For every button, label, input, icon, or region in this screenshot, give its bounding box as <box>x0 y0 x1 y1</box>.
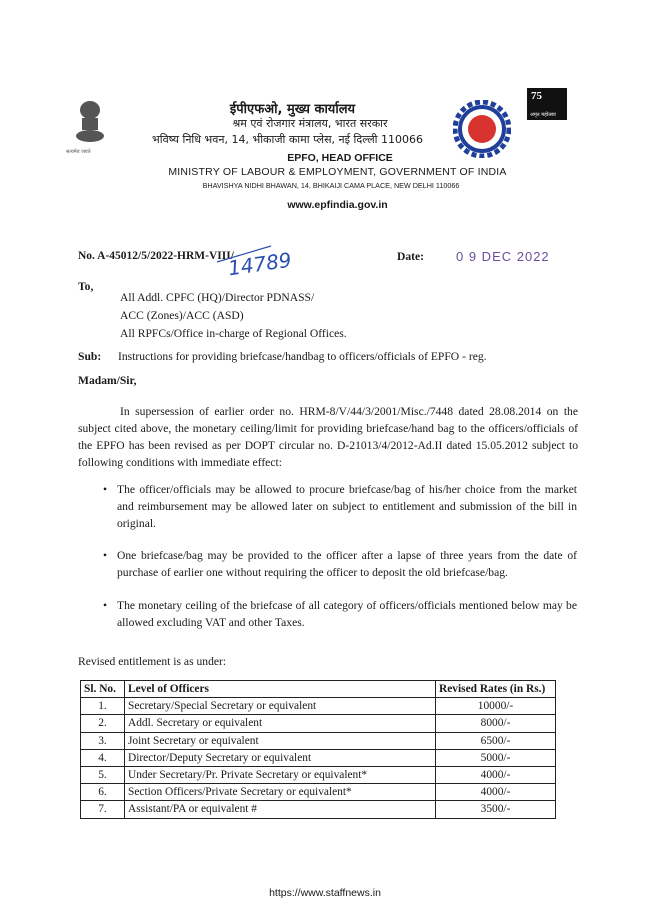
addressee-line: All RPFCs/Office in-charge of Regional Offices. <box>120 327 347 340</box>
table-row <box>81 698 556 715</box>
reference-number: No. A-45012/5/2022-HRM-VIII/ <box>78 250 234 262</box>
addressee-line: ACC (Zones)/ACC (ASD) <box>120 309 244 322</box>
level-cell: Joint Secretary or equivalent <box>125 732 436 749</box>
body-paragraph: In supersession of earlier order no. HRM-8/V/44/3/2001/Misc./7448 dated 28.08.2014 on the subject cited above, the monetary ceiling/limit for providing briefcase/hand bag to the officers/officials of the EPFO has been revised as per DOPT circular no. D-21013/4/2012-Ad.II dated 15.05.2012 subject to following conditions with immediate effect: <box>78 405 578 469</box>
date-stamp: 0 9 DEC 2022 <box>456 249 550 264</box>
rate-cell: 4000/- <box>436 766 556 783</box>
serial-cell: 1. <box>81 698 125 715</box>
table-row <box>81 784 556 801</box>
national-emblem-icon <box>70 98 110 148</box>
table-intro: Revised entitlement is as under: <box>78 655 227 668</box>
addressee-line: All Addl. CPFC (HQ)/Director PDNASS/ <box>120 291 315 304</box>
date-label: Date: <box>397 250 425 263</box>
to-label: To, <box>78 280 94 293</box>
rate-cell: 6500/- <box>436 732 556 749</box>
emblem-caption: सत्यमेव जयते <box>66 149 91 155</box>
bullet-item: • One briefcase/bag may be provided to the officer after a lapse of three years from the date of purchase of earlier one without requiring the officer to deposit the old briefcase/bag. <box>117 547 577 581</box>
office-address: BHAVISHYA NIDHI BHAWAN, 14, BHIKAIJI CAMA PLACE, NEW DELHI 110066 <box>202 181 460 190</box>
hindi-ministry: श्रम एवं रोजगार मंत्रालय, भारत सरकार <box>232 117 388 130</box>
handwritten-stroke <box>215 244 275 264</box>
serial-cell: 4. <box>81 749 125 766</box>
epfo-logo-icon <box>453 100 511 158</box>
footer-link[interactable]: https://www.staffnews.in <box>269 887 381 899</box>
azadi-ka-amrit-mahotsav-logo: अमृत महोत्सव 75 <box>527 88 567 120</box>
serial-cell: 3. <box>81 732 125 749</box>
bullet-item: • The monetary ceiling of the briefcase of all category of officers/officials mentioned below may be allowed excluding VAT and other Taxes. <box>117 597 577 631</box>
column-header: Level of Officers <box>125 681 436 698</box>
table-row <box>81 801 556 818</box>
hindi-title-line <box>130 99 445 117</box>
ministry-name: MINISTRY OF LABOUR & EMPLOYMENT, GOVERNMENT OF INDIA <box>168 166 507 178</box>
level-cell: Addl. Secretary or equivalent <box>125 715 436 732</box>
entitlement-table <box>80 680 556 819</box>
serial-cell: 5. <box>81 766 125 783</box>
rate-cell: 8000/- <box>436 715 556 732</box>
salutation: Madam/Sir, <box>78 374 137 387</box>
table-row <box>81 715 556 732</box>
rate-cell: 5000/- <box>436 749 556 766</box>
table-header-row <box>81 681 556 698</box>
table-row <box>81 732 556 749</box>
column-header: Revised Rates (in Rs.) <box>436 681 556 698</box>
office-title: EPFO, HEAD OFFICE <box>287 152 393 164</box>
hindi-title: ईपीएफओ, मुख्य कार्यालय <box>229 102 356 117</box>
table-row <box>81 766 556 783</box>
bullet-item: • The officer/officials may be allowed to procure briefcase/bag of his/her choice from the market and reimbursement may be allowed later on subject to entitlement and submission of the bill in original. <box>117 481 577 532</box>
serial-cell: 7. <box>81 801 125 818</box>
subject-label: Sub: <box>78 350 102 363</box>
hindi-ministry-line <box>130 116 445 131</box>
rate-cell: 10000/- <box>436 698 556 715</box>
hindi-address: भविष्य निधि भवन, 14, भीकाजी कामा प्लेस, नई दिल्ली 110066 <box>151 133 423 146</box>
level-cell: Under Secretary/Pr. Private Secretary or equivalent* <box>125 766 436 783</box>
rate-cell: 4000/- <box>436 784 556 801</box>
handwritten-number: 14789 <box>226 247 293 281</box>
serial-cell: 6. <box>81 784 125 801</box>
subject-text: Instructions for providing briefcase/handbag to officers/officials of EPFO - reg. <box>118 350 487 363</box>
hindi-address-line <box>130 132 445 147</box>
website-link[interactable]: www.epfindia.gov.in <box>287 199 388 211</box>
serial-cell: 2. <box>81 715 125 732</box>
level-cell: Section Officers/Private Secretary or equivalent* <box>125 784 436 801</box>
column-header: Sl. No. <box>81 681 125 698</box>
level-cell: Director/Deputy Secretary or equivalent <box>125 749 436 766</box>
table-row <box>81 749 556 766</box>
level-cell: Secretary/Special Secretary or equivalent <box>125 698 436 715</box>
level-cell: Assistant/PA or equivalent # <box>125 801 436 818</box>
rate-cell: 3500/- <box>436 801 556 818</box>
